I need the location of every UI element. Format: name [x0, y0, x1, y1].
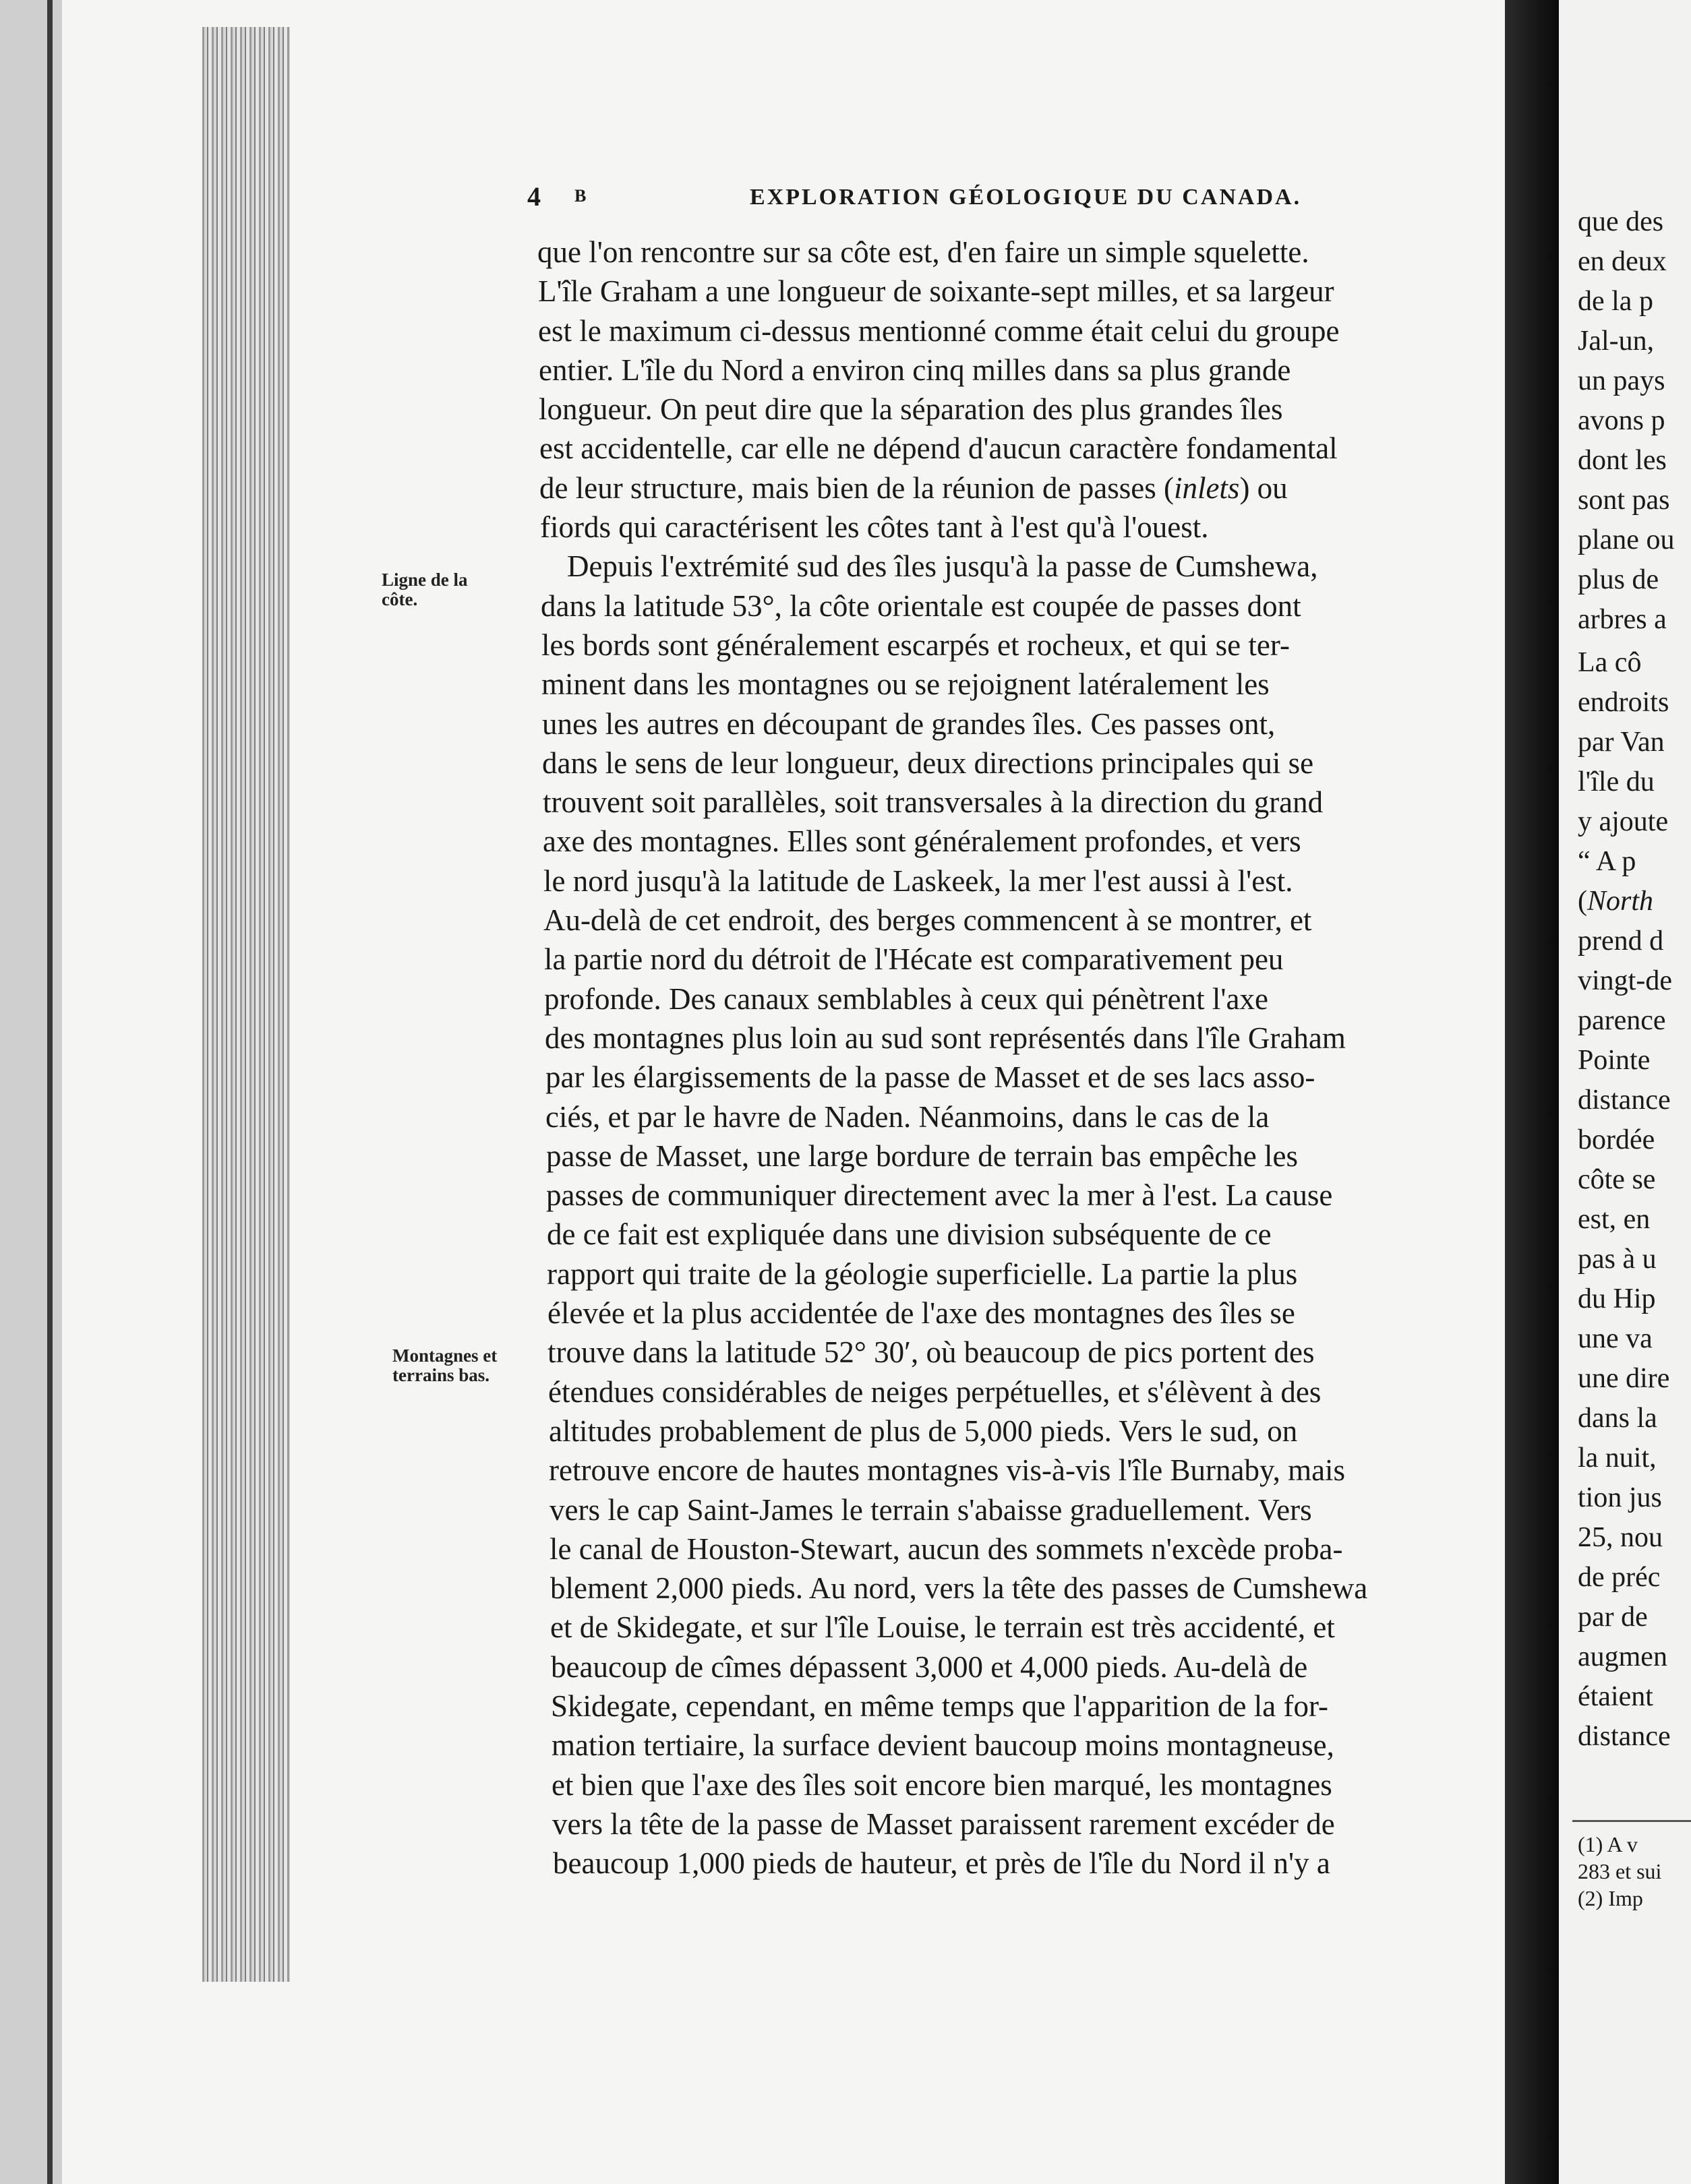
next-page-line: 25, nou	[1578, 1522, 1663, 1553]
next-page-line: avons p	[1578, 405, 1665, 436]
next-page-line: la nuit,	[1578, 1443, 1657, 1474]
running-title: EXPLORATION GÉOLOGIQUE DU CANADA.	[750, 185, 1302, 210]
text-line: beaucoup de cîmes dépassent 3,000 et 4,000 pieds. Au-delà de	[551, 1649, 1308, 1684]
margin-note-coast: Ligne de la côte.	[382, 570, 468, 609]
next-page-line: Jal-un,	[1578, 326, 1655, 357]
text-line: profonde. Des canaux semblables à ceux qui pénètrent l'axe	[544, 981, 1268, 1016]
book-left-edge	[0, 0, 62, 2184]
text-line: élevée et la plus accidentée de l'axe des montagnes des îles se	[547, 1296, 1295, 1331]
gutter-shadow	[1505, 0, 1559, 2184]
text-line: minent dans les montagnes ou se rejoignent latéralement les	[541, 667, 1270, 702]
next-page-line: Pointe	[1578, 1045, 1651, 1076]
next-page-line: plus de	[1578, 564, 1659, 595]
next-page-footnote: (1) A v	[1578, 1832, 1638, 1856]
text-line: Au-delà de cet endroit, des berges commencent à se montrer, et	[543, 903, 1312, 938]
text-line: trouve dans la latitude 52° 30′, où beaucoup de pics portent des	[547, 1335, 1315, 1370]
text-line: la partie nord du détroit de l'Hécate est comparativement peu	[544, 942, 1284, 977]
text-line: mation tertiaire, la surface devient baucoup moins montagneuse,	[552, 1728, 1334, 1763]
body-text	[537, 233, 1576, 1883]
next-page-line: un pays	[1578, 365, 1665, 396]
next-page-line: prend d	[1578, 926, 1664, 957]
text-line: entier. L'île du Nord a environ cinq milles dans sa plus grande	[539, 353, 1291, 387]
text-line: dans le sens de leur longueur, deux directions principales qui se	[542, 746, 1314, 780]
next-page-line: est, en	[1578, 1204, 1651, 1235]
text-line: dans la latitude 53°, la côte orientale est coupée de passes dont	[541, 588, 1301, 623]
text-line: Skidegate, cependant, en même temps que l'apparition de la for-	[551, 1689, 1329, 1723]
next-page-line: vingt-de	[1578, 965, 1672, 996]
text-line: trouvent soit parallèles, soit transversales à la direction du grand	[543, 785, 1324, 820]
page-number: 4	[527, 181, 541, 212]
text-line: fiords qui caractérisent les côtes tant à l'est qu'à l'ouest.	[540, 510, 1209, 545]
text-line: et de Skidegate, et sur l'île Louise, le terrain est très accidenté, et	[550, 1610, 1335, 1645]
next-page-line: une dire	[1578, 1363, 1670, 1394]
text-line: blement 2,000 pieds. Au nord, vers la tête des passes de Cumshewa	[550, 1571, 1368, 1606]
next-page-line: La cô	[1578, 647, 1642, 678]
next-page-line: de la p	[1578, 286, 1653, 317]
text-line: beaucoup 1,000 pieds de hauteur, et près de l'île du Nord il n'y a	[553, 1846, 1330, 1881]
next-page-line: “ A p	[1578, 846, 1636, 877]
next-page-line: sont pas	[1578, 485, 1670, 516]
text-line: de ce fait est expliquée dans une division subséquente de ce	[547, 1217, 1272, 1252]
next-page-line: une va	[1578, 1323, 1653, 1354]
text-line: est le maximum ci-dessus mentionné comme était celui du groupe	[538, 313, 1340, 348]
text-line: longueur. On peut dire que la séparation des plus grandes îles	[539, 392, 1283, 427]
book-left-edge-shadow	[47, 0, 53, 2184]
next-page-line: côte se	[1578, 1164, 1656, 1195]
next-page-line: pas à u	[1578, 1244, 1657, 1275]
next-page-line: que des	[1578, 206, 1664, 237]
next-page-line: (North	[1578, 886, 1654, 917]
text-line: ciés, et par le havre de Naden. Néanmoins, dans le cas de la	[545, 1099, 1270, 1134]
page-letter: B	[574, 186, 587, 206]
next-page-line: du Hip	[1578, 1283, 1656, 1314]
text-line: L'île Graham a une longueur de soixante-sept milles, et sa largeur	[538, 274, 1334, 309]
text-line: passes de communiquer directement avec la mer à l'est. La cause	[546, 1178, 1333, 1213]
text-line: rapport qui traite de la géologie superficielle. La partie la plus	[547, 1256, 1298, 1291]
next-page-line: en deux	[1578, 246, 1667, 277]
text-line: unes les autres en découpant de grandes îles. Ces passes ont,	[542, 706, 1276, 741]
text-line: altitudes probablement de plus de 5,000 pieds. Vers le sud, on	[549, 1414, 1298, 1448]
next-page-line: y ajoute	[1578, 806, 1669, 837]
text-line: étendues considérables de neiges perpétuelles, et s'élèvent à des	[548, 1374, 1322, 1409]
text-line: retrouve encore de hautes montagnes vis-à-vis l'île Burnaby, mais	[549, 1453, 1346, 1488]
text-line: Depuis l'extrémité sud des îles jusqu'à la passe de Cumshewa,	[567, 549, 1318, 584]
next-page-line: augmen	[1578, 1641, 1667, 1672]
next-page-line: dont les	[1578, 445, 1667, 476]
next-page-line: plane ou	[1578, 524, 1675, 555]
text-line: est accidentelle, car elle ne dépend d'aucun caractère fondamental	[539, 431, 1338, 466]
text-line: le nord jusqu'à la latitude de Laskeek, la mer l'est aussi à l'est.	[543, 863, 1293, 898]
text-line: vers la tête de la passe de Masset paraissent rarement excéder de	[552, 1807, 1335, 1841]
next-page-line: arbres a	[1578, 604, 1667, 635]
text-line: vers le cap Saint-James le terrain s'abaisse graduellement. Vers	[550, 1492, 1312, 1527]
next-page-line: endroits	[1578, 687, 1669, 718]
next-page-line: étaient	[1578, 1681, 1653, 1712]
page-stack-edges	[202, 27, 290, 1982]
text-line: par les élargissements de la passe de Masset et de ses lacs asso-	[545, 1060, 1315, 1095]
next-page-footnote: (2) Imp	[1578, 1886, 1643, 1910]
next-page-line: parence	[1578, 1005, 1666, 1036]
next-page-line: par de	[1578, 1602, 1648, 1633]
text-line: axe des montagnes. Elles sont généralement profondes, et vers	[543, 824, 1301, 859]
next-page-line: dans la	[1578, 1403, 1657, 1434]
next-page-line: de préc	[1578, 1562, 1661, 1593]
text-line: le canal de Houston-Stewart, aucun des sommets n'excède proba-	[550, 1531, 1343, 1566]
next-page-line: tion jus	[1578, 1482, 1662, 1513]
next-page-line: l'île du	[1578, 766, 1655, 797]
text-line: passe de Masset, une large bordure de terrain bas empêche les	[546, 1139, 1298, 1173]
text-line: et bien que l'axe des îles soit encore bien marqué, les montagnes	[552, 1767, 1332, 1802]
text-line: de leur structure, mais bien de la réunion de passes (inlets) ou	[539, 471, 1288, 505]
next-page-line: bordée	[1578, 1124, 1655, 1155]
next-page-fragment	[1559, 0, 1691, 2184]
text-line: que l'on rencontre sur sa côte est, d'en faire un simple squelette.	[537, 235, 1309, 269]
next-page-line: par Van	[1578, 727, 1665, 758]
next-page-footnote: 283 et sui	[1578, 1859, 1662, 1883]
text-line: les bords sont généralement escarpés et rocheux, et qui se ter-	[541, 628, 1290, 662]
margin-note-mountains: Montagnes et terrains bas.	[392, 1345, 498, 1385]
footnote-rule	[1572, 1820, 1691, 1822]
next-page-line: distance	[1578, 1721, 1671, 1752]
text-line: des montagnes plus loin au sud sont représentés dans l'île Graham	[545, 1021, 1346, 1055]
next-page-line: distance	[1578, 1085, 1671, 1116]
